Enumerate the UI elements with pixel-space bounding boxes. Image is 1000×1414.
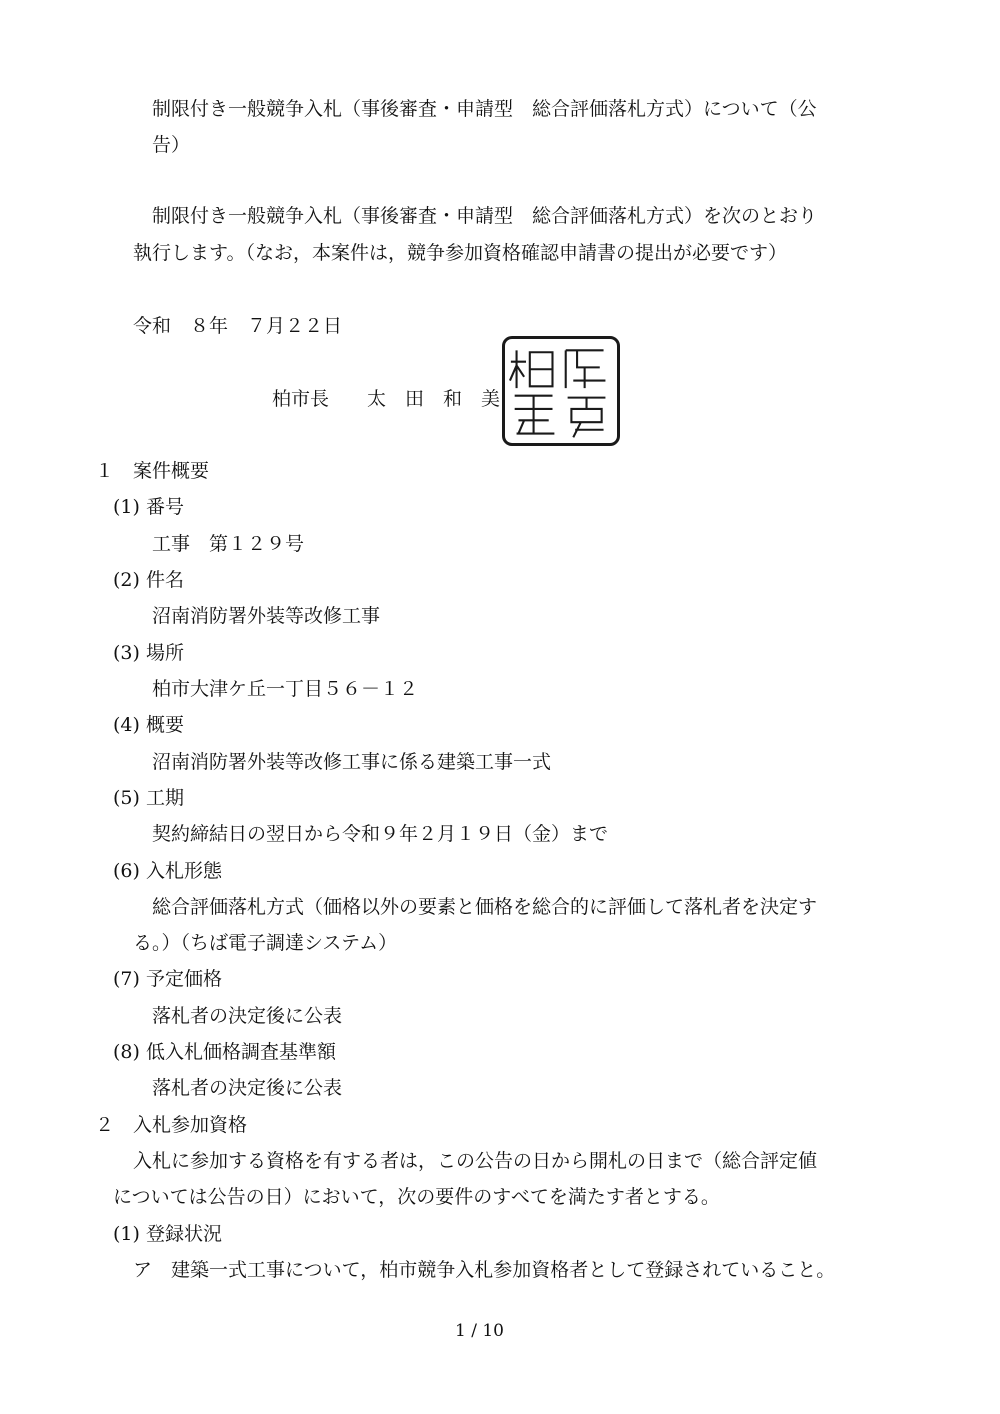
item-period-label: (5) 工期 [113,787,184,809]
section2-heading: ２ 入札参加資格 [95,1114,248,1136]
notice-title-line2: 告） [152,134,191,156]
registration-item-a: ア 建築一式工事について，柏市競争入札参加資格者として登録されていること。 [133,1259,836,1281]
notice-date: 令和 ８年 ７月２２日 [133,315,343,337]
item-planned-price-label: (7) 予定価格 [113,968,222,990]
item-low-bid-value: 落札者の決定後に公表 [152,1077,343,1099]
item-low-bid-label: (8) 低入札価格調査基準額 [113,1041,336,1063]
item-name-value: 沼南消防署外装等改修工事 [152,605,381,627]
item-bid-form-label: (6) 入札形態 [113,860,222,882]
item-number-label: (1) 番号 [113,496,184,518]
item-name-label: (2) 件名 [113,569,184,591]
item-place-label: (3) 場所 [113,642,184,664]
item-planned-price-value: 落札者の決定後に公表 [152,1005,343,1027]
item-summary-label: (4) 概要 [113,714,184,736]
item-number-value: 工事 第１２９号 [152,533,305,555]
item-period-value: 契約締結日の翌日から令和９年２月１９日（金）まで [152,823,609,845]
section2-para-line2: については公告の日）において，次の要件のすべてを満たす者とする。 [113,1186,720,1208]
intro-line2: 執行します。（なお，本案件は，競争参加資格確認申請書の提出が必要です） [133,242,787,264]
seal-glyphs-icon [505,339,617,443]
registration-label: (1) 登録状況 [113,1223,222,1245]
official-seal [502,336,620,446]
item-bid-form-value-cont: る。）（ちば電子調達システム） [133,932,398,954]
mayor-name: 柏市長 太 田 和 美 [272,388,501,410]
page-number: 1 / 10 [455,1321,504,1341]
item-bid-form-value: 総合評価落札方式（価格以外の要素と価格を総合的に評価して落札者を決定す [152,896,818,918]
intro-line1: 制限付き一般競争入札（事後審査・申請型 総合評価落札方式）を次のとおり [152,205,818,227]
section1-heading: １ 案件概要 [95,460,210,482]
notice-title-line1: 制限付き一般競争入札（事後審査・申請型 総合評価落札方式）について（公 [152,98,817,120]
section2-para-line1: 入札に参加する資格を有する者は，この公告の日から開札の日まで（総合評定値 [133,1150,818,1172]
item-summary-value: 沼南消防署外装等改修工事に係る建築工事一式 [152,751,552,773]
item-place-value: 柏市大津ケ丘一丁目５６－１２ [152,678,419,700]
